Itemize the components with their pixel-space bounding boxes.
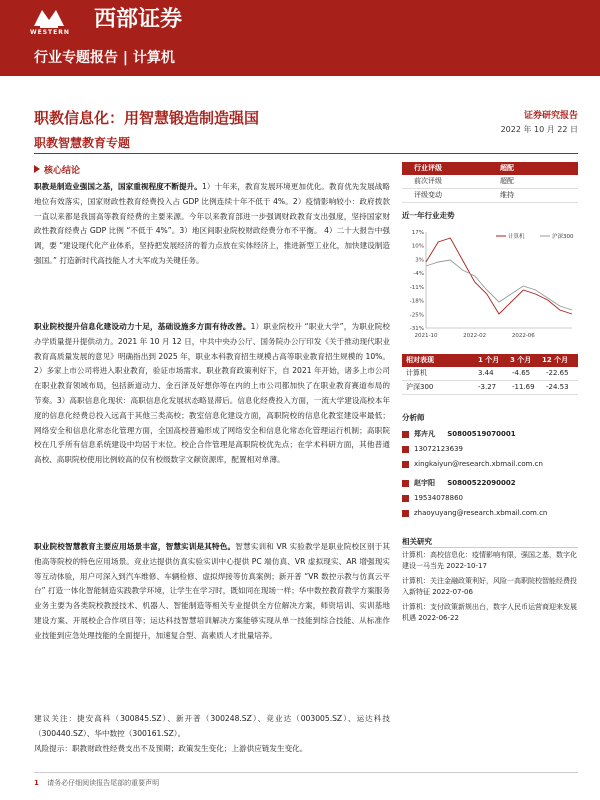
analyst-email[interactable]: xingkaiyun@research.xbmail.com.cn: [414, 460, 543, 468]
person-icon: [402, 480, 409, 487]
perf-head-cell: 3 个月: [510, 356, 532, 364]
rating-row: [402, 175, 578, 189]
perf-cell: 3.44: [478, 369, 494, 377]
y-tick-label: 17%: [411, 230, 424, 236]
person-icon: [402, 431, 409, 438]
y-tick-label: -18%: [409, 298, 424, 305]
perf-head-cell: 1 个月: [478, 356, 500, 364]
rating-row: [402, 189, 578, 203]
related-divider: [402, 547, 578, 548]
y-tick-label: -25%: [409, 312, 424, 319]
analyst-name: 赵宇阳: [414, 479, 435, 487]
performance-table-head: [402, 354, 578, 367]
logo-english: WESTERN: [30, 29, 70, 36]
perf-cell: 计算机: [406, 369, 427, 377]
y-tick-label: -4%: [413, 271, 424, 278]
page-number: 1: [34, 779, 39, 787]
paragraph-5: 风险提示：职教财政性经费支出不及预期；政策发生变化；上游供应链发生变化。: [34, 744, 308, 753]
perf-cell: -3.27: [478, 383, 497, 391]
rating-table: [402, 162, 578, 203]
legend-label: 计算机: [508, 234, 525, 240]
footer-disclaimer: 请务必仔细阅读报告尾部的重要声明: [47, 779, 160, 787]
paragraph-4: 建议关注：捷安高科（300845.SZ）、新开普（300248.SZ）、竞业达（003005.SZ）、运达科技（300440.SZ）、华中数控（300161.SZ）。: [34, 714, 390, 738]
report-category: 行业专题报告 | 计算机: [34, 50, 175, 66]
y-tick-label: -31%: [409, 326, 424, 332]
rating-head-value: 超配: [500, 164, 514, 172]
rating-row-value: 超配: [500, 177, 514, 185]
paragraph-3-body: 智慧实训和 VR 实验教学是职业院校区别于其他高等院校的特色应用场景。竞业达提供仿真实验实训中心提供 PC 端仿真、VR 虚拟现实、AR 增强现实等互动体验，用户可深入到汽车维修、车辆检修、虚拟焊接等仿真案例；新开普 “VR 数控示教与仿真云平台” 打造一体化智能制造实践教学环境，让学生在学习时，既如同在现场一样；华中数控教育教学方案服务业务主要为各类院校教授技术、机器人、智能制造等相关专业提供全方位解决方案，师资培训、实训基地建设方案、开展校企合作项目等；运达科技智慧培训解决方案能够实现从单一技能到综合技能、从标准作业技能到应急处理技能的全面提升，加速复合型、高素质人才批量培养。: [34, 542, 391, 640]
phone-icon: [402, 495, 409, 502]
performance-chart: [402, 224, 578, 344]
analyst-email-line[interactable]: [402, 458, 543, 471]
analyst-email[interactable]: zhaoyuyang@research.xbmail.com.cn: [414, 509, 548, 517]
analyst-name: 郑卉凡: [414, 430, 435, 438]
chart-title: 近一年行业走势: [402, 211, 455, 220]
x-tick-label: 2022-02: [463, 333, 487, 339]
analysts-title: 分析师: [402, 413, 425, 422]
perf-head-cell: 12 个月: [542, 356, 569, 364]
footer: [34, 778, 159, 788]
footer-divider: [34, 772, 578, 773]
analyst-cert: S0800522090002: [447, 479, 516, 487]
x-tick-label: 2022-06: [511, 333, 535, 339]
report-title: 职教信息化：用智慧锻造制造强国: [34, 109, 260, 127]
related-item[interactable]: 计算机：关注金融政策利好，风险一高职院校智能经费投入新特征 2022-07-06: [402, 577, 577, 597]
paragraph-2: [34, 320, 390, 468]
perf-cell: -11.69: [512, 383, 535, 391]
series-line: [426, 238, 572, 314]
perf-cell: 沪深300: [406, 383, 434, 391]
legend-label: 沪深300: [552, 234, 574, 240]
rating-row-label: 评级变动: [414, 191, 442, 199]
performance-table: [402, 354, 578, 395]
analysts-block: [402, 428, 578, 528]
y-tick-label: 10%: [411, 243, 424, 250]
paragraph-1-body: 1）十年来，教育发展环境更加优化。教育优先发展战略地位有效落实，国家财政性教育经费投入占 GDP 比例连续十年不低于 4%。2）疫情影响较小：政府拨款一直以来都是我国高等教育经费的主要来源。今年以来教育部进一步强调财政教育支出强度，坚持国家财政性教育经费占 GDP 比例 “不低于 4%”。3）地区间职业院校财政经费分布不平衡。 4）二十大报告中强调，要 “建设现代化产业体系，坚持把发展经济的着力点放在实体经济上，推进新型工业化，加快建设制造强国。” 打造新时代高技能人才大军成为关键任务。: [34, 182, 390, 265]
email-icon: [402, 510, 409, 517]
report-date: 2022 年 10 月 22 日: [500, 125, 578, 134]
perf-row: [402, 381, 578, 395]
perf-cell: -24.53: [546, 383, 569, 391]
paragraph-1: [34, 180, 390, 269]
analyst-phone-line: [402, 492, 463, 505]
analyst-name-line: [402, 428, 516, 441]
x-tick-label: 2021-10: [414, 333, 438, 339]
paragraph-2-body: 1）职业院校升 “职业大学”，为职业院校办学质量提升提供动力。2021 年 10 月 12 日，中共中央办公厅、国务院办公厅印发《关于推动现代职业教育高质量发展的意见》明确指出到 2025 年，职业本科教育招生规模占高等职业教育招生规模的 10%。2）多家上市公司将进入职业教育，验证市场需求。职业教育政策利好下，自 2021 年开始，诸多上市公司在职业教育领域布局，包括新道动力、金百泽及好想你等在内的上市公司都加快了在职业教育赛道布局的节奏。3）高职信息化现状：高职信息化发展状态略显滞后。信息化经费投入方面，一流大学建设高校本年度的信息化经费总投入远高于其他三类高校；教室信息化建设方面，高职院校的信息化教室建设率最低；网络安全和信息化常态化管理方面，全国高校普遍形成了网络安全和信息化常态化管理运行机制；高职院校在几乎所有信息系统建设中均居于末位。校企合作管理是高职院校优先点；在学术科研方面，其他普通高校、高职院校使用比例较高的仅有校级数字文献资源库，配置相对单薄。: [34, 322, 390, 465]
paragraph-1-lead: 职教是制造业强国之基，国家重视程度不断提升。: [34, 182, 202, 191]
paragraph-2-lead: 职业院校提升信息化建设动力十足，基础设施多方面有待改善。: [34, 322, 251, 331]
report-type: 证券研究报告: [523, 111, 578, 121]
section-marker-icon: [34, 165, 40, 173]
perf-cell: -4.65: [512, 369, 531, 377]
related-item[interactable]: 计算机：支付政策新规出台，数字人民币运营商迎来发展机遇 2022-06-22: [402, 603, 577, 623]
analyst-cert: S0800519070001: [447, 430, 516, 438]
email-icon: [402, 461, 409, 468]
analyst-name-line: [402, 477, 516, 490]
y-tick-label: -11%: [409, 284, 424, 291]
logo-chinese: 西部证券: [94, 6, 183, 32]
title-divider: [34, 153, 578, 154]
analyst-phone-line: [402, 443, 463, 456]
paragraph-3: [34, 540, 390, 644]
perf-head-cell: 相对表现: [406, 356, 434, 364]
paragraph-3-lead: 职业院校智慧教育主要应用场景丰富，智慧实训是其特色。: [34, 542, 236, 551]
rating-table-head: [402, 162, 578, 175]
rating-row-value: 维持: [500, 191, 514, 199]
phone-icon: [402, 446, 409, 453]
analyst-phone: 13072123639: [414, 445, 463, 453]
related-item[interactable]: 计算机：高校信息化：疫情影响有限，强国之基，数字化建设一马当先 2022-10-17: [402, 551, 577, 571]
analyst-email-line[interactable]: [402, 507, 547, 520]
y-tick-label: 3%: [415, 257, 424, 264]
analyst-phone: 19534078860: [414, 494, 463, 502]
perf-row: [402, 367, 578, 381]
rating-row-label: 前次评级: [414, 177, 442, 185]
rating-head-label: 行业评级: [414, 164, 442, 172]
related-title: 相关研究: [402, 537, 432, 546]
section-heading: 核心结论: [44, 166, 81, 176]
logo-icon: [32, 6, 66, 30]
report-subtitle: 职教智慧教育专题: [34, 136, 131, 150]
perf-cell: -22.65: [546, 369, 569, 377]
